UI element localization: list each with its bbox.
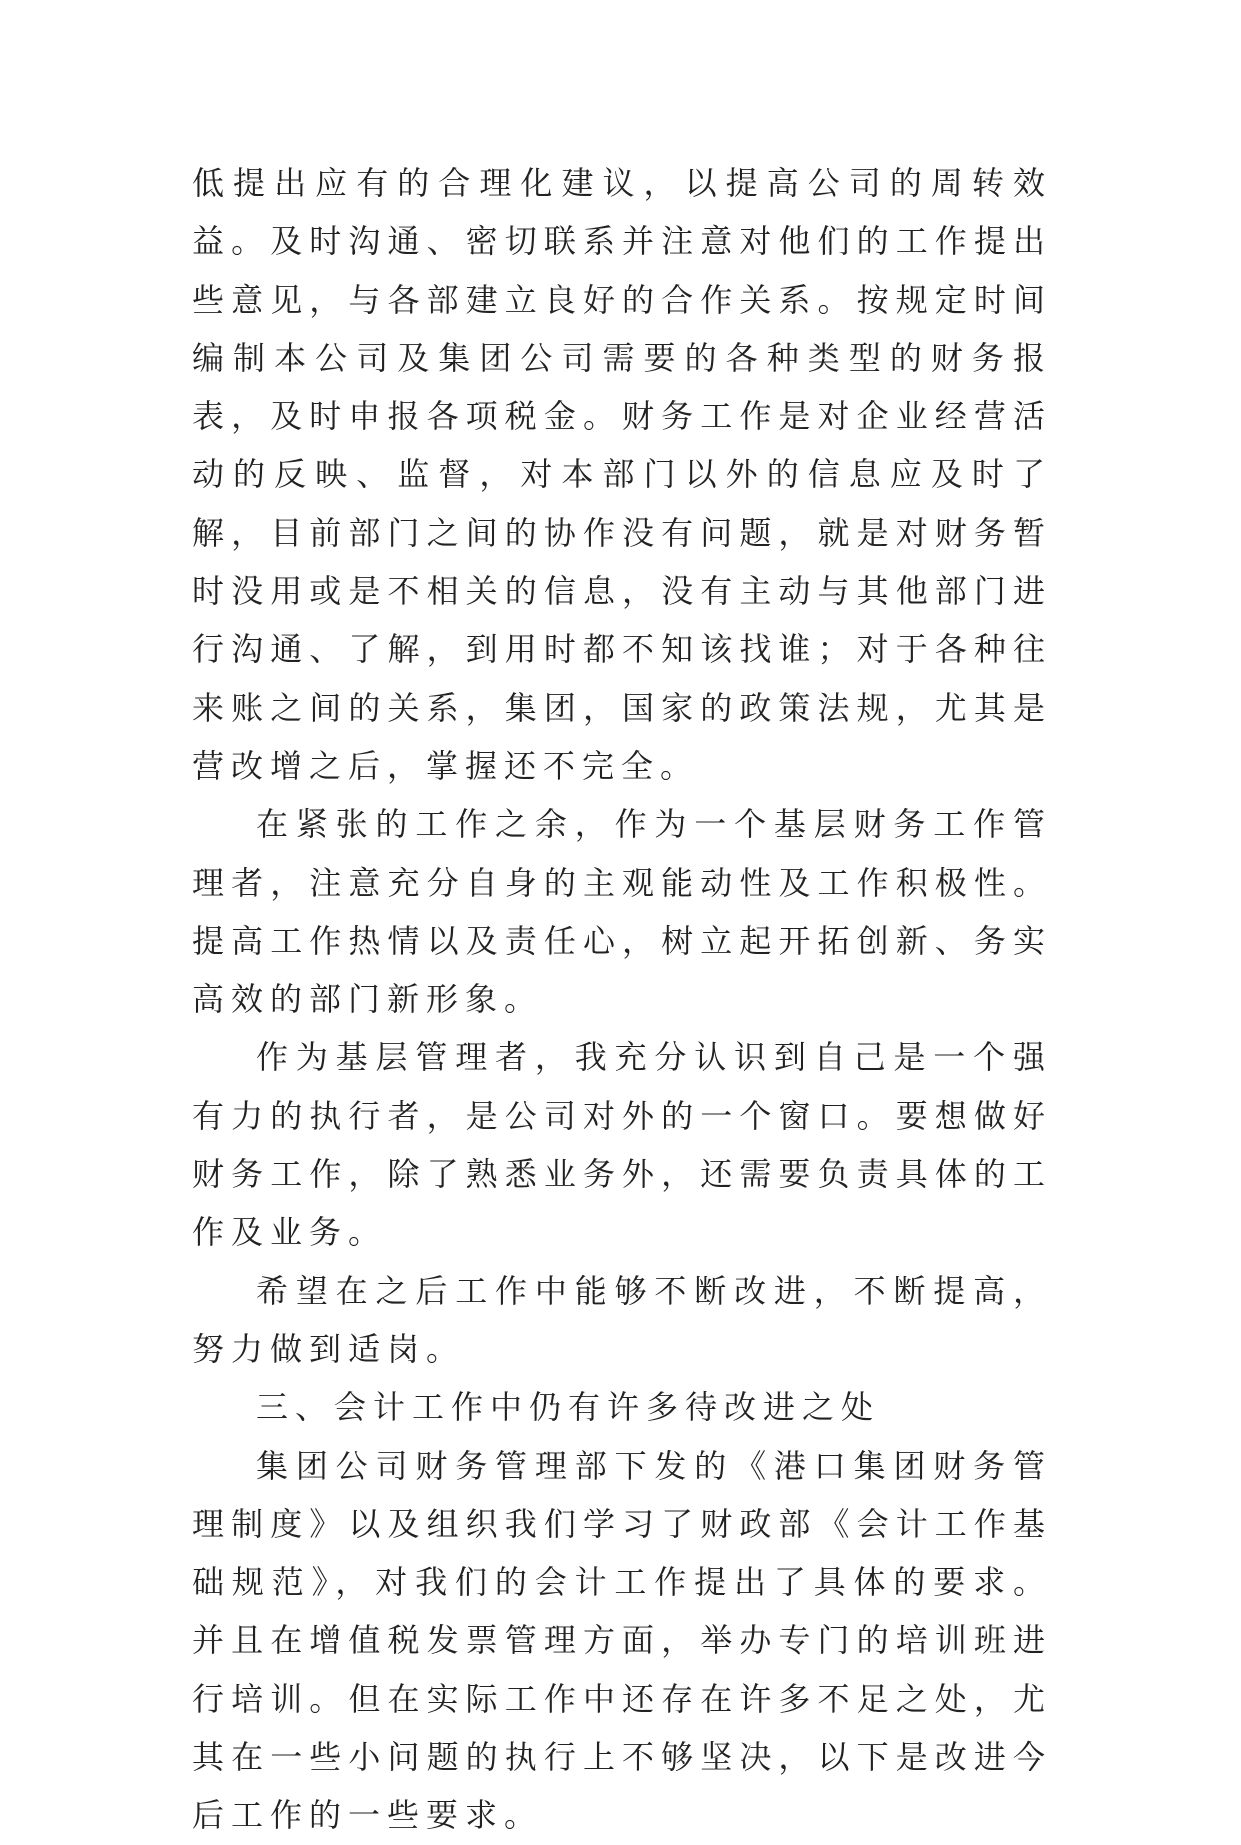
document-body [192, 154, 1052, 1845]
paragraph-2: 在紧张的工作之余，作为一个基层财务工作管理者，注意充分自身的主观能动性及工作积极性。提高工作热情以及责任心，树立起开拓创新、务实高效的部门新形象。 [192, 805, 1052, 1019]
paragraph-3: 作为基层管理者，我充分认识到自己是一个强有力的执行者，是公司对外的一个窗口。要想做好财务工作，除了熟悉业务外，还需要负责具体的工作及业务。 [192, 1038, 1052, 1252]
paragraph-1: 低提出应有的合理化建议，以提高公司的周转效益。及时沟通、密切联系并注意对他们的工作提出些意见，与各部建立良好的合作关系。按规定时间编制本公司及集团公司需要的各种类型的财务报表，及时申报各项税金。财务工作是对企业经营活动的反映、监督，对本部门以外的信息应及时了解，目前部门之间的协作没有问题，就是对财务暂时没用或是不相关的信息，没有主动与其他部门进行沟通、了解，到用时都不知该找谁；对于各种往来账之间的关系，集团，国家的政策法规，尤其是营改增之后，掌握还不完全。 [192, 164, 1052, 785]
section-heading: 三、会计工作中仍有许多待改进之处 [256, 1388, 881, 1427]
paragraph-4: 希望在之后工作中能够不断改进，不断提高，努力做到适岗。 [192, 1271, 1052, 1368]
paragraph-5: 集团公司财务管理部下发的《港口集团财务管理制度》以及组织我们学习了财政部《会计工作基础规范》，对我们的会计工作提出了具体的要求。并且在增值税发票管理方面，举办专门的培训班进行培训。但在实际工作中还存在许多不足之处，尤其在一些小问题的执行上不够坚决，以下是改进今后工作的一些要求。 [192, 1446, 1052, 1835]
